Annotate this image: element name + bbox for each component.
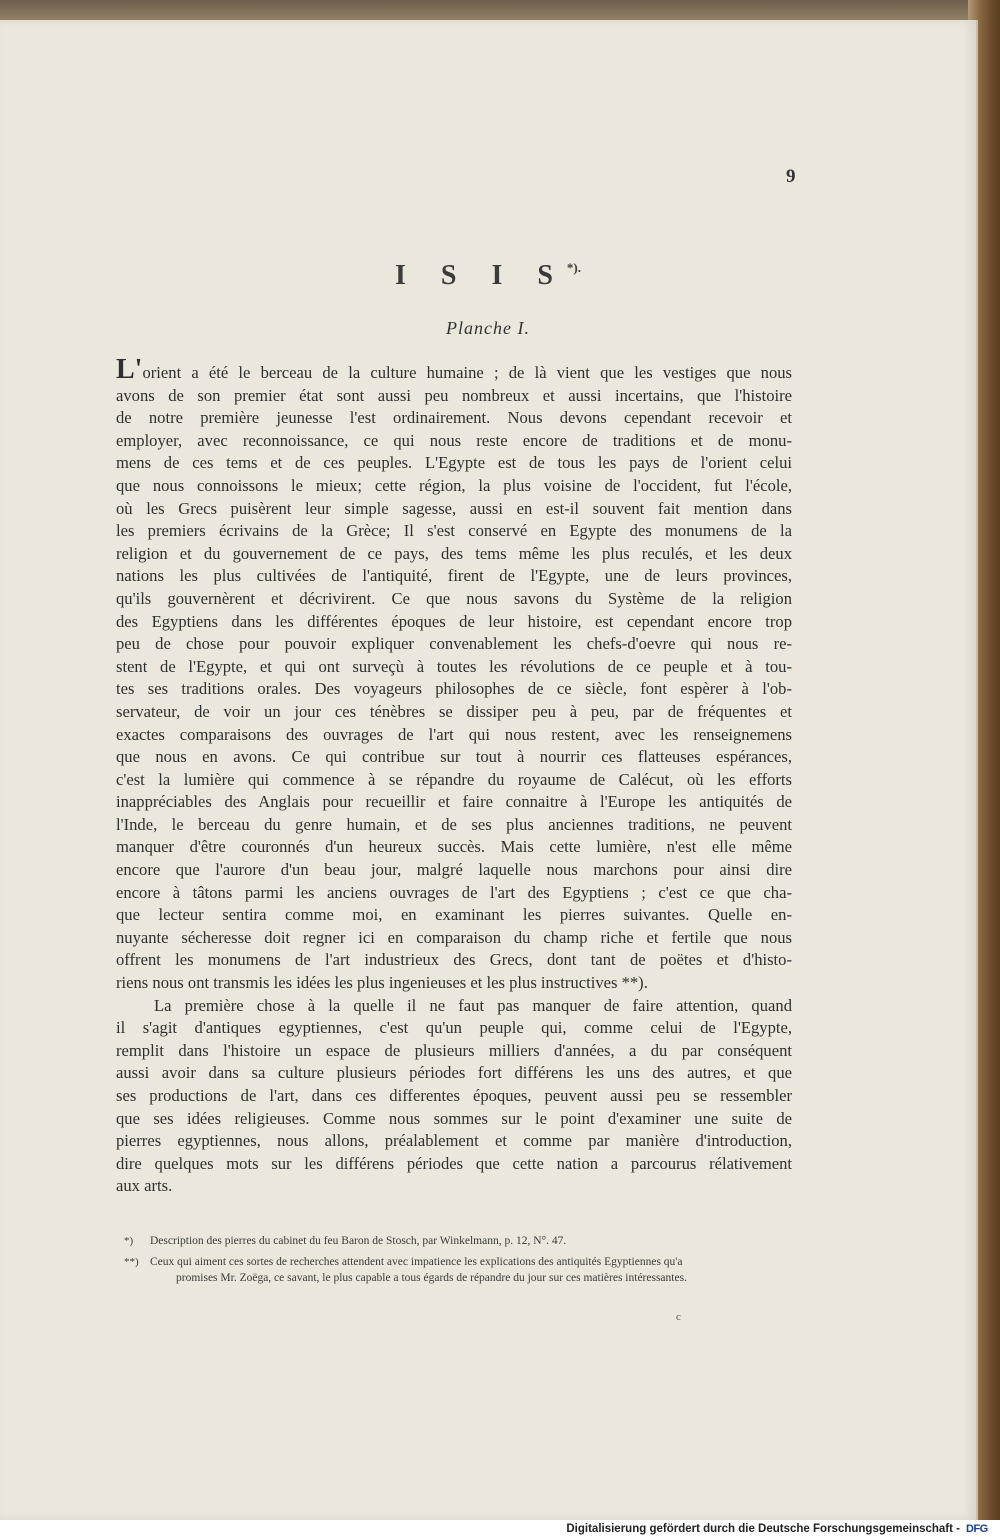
text-line: remplit dans l'histoire un espace de plusieurs milliers d'années, a du par conséquent xyxy=(116,1040,792,1060)
text-line: où les Grecs puisèrent leur simple sagesse, aussi en est-il souvent fait mention dans xyxy=(116,498,792,518)
text-line: de notre première jeunesse l'est ordinairement. Nous devons cependant recevoir et xyxy=(116,408,792,428)
footnote-2-continuation: promises Mr. Zoëga, ce savant, le plus capable a tous égards de répandre du jour sur ces matières intéressantes. xyxy=(176,1272,687,1284)
text-line: peu de chose pour pouvoir expliquer convenablement les chefs-d'oevre qui nous re- xyxy=(116,634,792,654)
paragraph-1 xyxy=(116,354,792,995)
paragraph-2 xyxy=(116,995,792,1198)
title-footnote-mark: *). xyxy=(566,260,582,275)
text-line: les premiers écrivains de la Grèce; Il s'est conservé en Egypte des monumens de la xyxy=(116,521,792,541)
plate-subtitle: Planche I. xyxy=(446,318,530,338)
text-line: La première chose à la quelle il ne faut pas manquer de faire attention, quand xyxy=(154,995,792,1015)
digitization-credit: Digitalisierung gefördert durch die Deutsche Forschungsgemeinschaft - xyxy=(566,1523,960,1535)
text-line: manquer d'être couronnés d'un heureux succès. Mais cette lumière, n'est elle même xyxy=(116,837,792,857)
book-page xyxy=(0,20,978,1520)
text-line: nations les plus cultivées de l'antiquité, firent de l'Egypte, une de leurs provinces, xyxy=(116,566,792,586)
text-line: nuyante sécheresse doit regner ici en comparaison du champ riche et fertile que nous xyxy=(116,927,792,947)
text-line: religion et du gouvernement de ce pays, des tems même les plus reculés, et les deux xyxy=(116,543,792,563)
footnote-2-mark: **) xyxy=(124,1256,139,1268)
footnote-2-text: Ceux qui aiment ces sortes de recherches attendent avec impatience les explications des antiquités Egyptiennes qu'a xyxy=(150,1256,683,1268)
text-line xyxy=(116,354,792,385)
page-number: 9 xyxy=(786,166,796,187)
text-line: il s'agit d'antiques egyptiennes, c'est qu'un peuple qui, comme celui de l'Egypte, xyxy=(116,1018,792,1038)
text-line: servateur, de voir un jour ces ténèbres se dissiper peu à peu, par de fréquentes et xyxy=(116,701,792,721)
text-line: inappréciables des Anglais pour recueillir et faire connaitre à l'Europe les antiquités de xyxy=(116,792,792,812)
footnote-2 xyxy=(124,1254,784,1270)
text-line-content: orient a été le berceau de la culture humaine ; de là vient que les vestiges que nous xyxy=(142,363,792,382)
text-line: que nous connoissons le mieux; cette région, la plus voisine de l'occident, fut l'école, xyxy=(116,475,792,495)
text-line: encore à tâtons parmi les anciens ouvrages de l'art des Egyptiens ; c'est ce que cha- xyxy=(116,882,792,902)
footnotes xyxy=(124,1233,784,1286)
text-line: tes ses traditions orales. Des voyageurs philosophes de ce siècle, font espèrer à l'ob- xyxy=(116,679,792,699)
title-text: I S I S xyxy=(394,260,567,291)
text-line: employer, avec reconnoissance, ce qui nous reste encore de traditions et de monu- xyxy=(116,430,792,450)
text-line: avons de son premier état sont aussi peu nombreux et aussi incertains, que l'histoire xyxy=(116,385,792,405)
text-line: offrent les monumens de l'art industrieux des Grecs, dont tant de poëtes et d'histo- xyxy=(116,950,792,970)
text-line: que ses idées religieuses. Comme nous sommes sur le point d'examiner une suite de xyxy=(116,1108,792,1128)
text-line: exactes comparaisons des ouvrages de l'art qui nous restent, avec les renseignemens xyxy=(116,724,792,744)
text-line: aux arts. xyxy=(116,1176,173,1196)
drop-cap: L' xyxy=(116,354,143,385)
footnote-1-mark: *) xyxy=(124,1235,134,1247)
signature-mark: c xyxy=(676,1311,681,1323)
text-line: que lecteur sentira comme moi, en examinant les pierres suivantes. Quelle en- xyxy=(116,905,792,925)
page-title xyxy=(0,260,976,292)
footnote-1 xyxy=(124,1233,784,1249)
dfg-logo: DFG xyxy=(966,1523,988,1535)
text-line: stent de l'Egypte, et qui ont surveçù à toutes les révolutions de ce peuple et à tou- xyxy=(116,656,792,676)
text-line: pierres egyptiennes, nous allons, préalablement et comme par manière d'introduction, xyxy=(116,1131,792,1151)
text-line: des Egyptiens dans les différentes époques de leur histoire, est cependant encore trop xyxy=(116,611,792,631)
text-line: encore que l'aurore d'un beau jour, malgré laquelle nous marchons pour ainsi dire xyxy=(116,860,792,880)
text-line: ses productions de l'art, dans ces differentes époques, peuvent aussi peu se ressembler xyxy=(116,1086,792,1105)
footnote-1-text: Description des pierres du cabinet du feu Baron de Stosch, par Winkelmann, p. 12, N°. 47. xyxy=(150,1235,567,1247)
text-line: qu'ils gouvernèrent et décrivirent. Ce que nous savons du Système de la religion xyxy=(116,588,792,608)
text-line: l'Inde, le berceau du genre humain, et de ses plus anciennes traditions, ne peuvent xyxy=(116,814,792,834)
text-line: c'est la lumière qui commence à se répandre du royaume de Calécut, où les efforts xyxy=(116,769,792,789)
text-line: que nous en avons. Ce qui contribue sur tout à nourrir ces flatteuses espérances, xyxy=(116,747,792,767)
text-line: dire quelques mots sur les différens périodes que cette nation a parcourus rélativement xyxy=(116,1153,792,1173)
text-line: aussi avoir dans sa culture plusieurs périodes fort différens les uns des autres, et que xyxy=(116,1063,792,1083)
main-text xyxy=(116,354,792,1198)
text-line: riens nous ont transmis les idées les plus ingenieuses et les plus instructives **). xyxy=(116,973,648,993)
text-line: mens de ces tems et de ces peuples. L'Egypte est de tous les pays de l'orient celui xyxy=(116,453,792,473)
